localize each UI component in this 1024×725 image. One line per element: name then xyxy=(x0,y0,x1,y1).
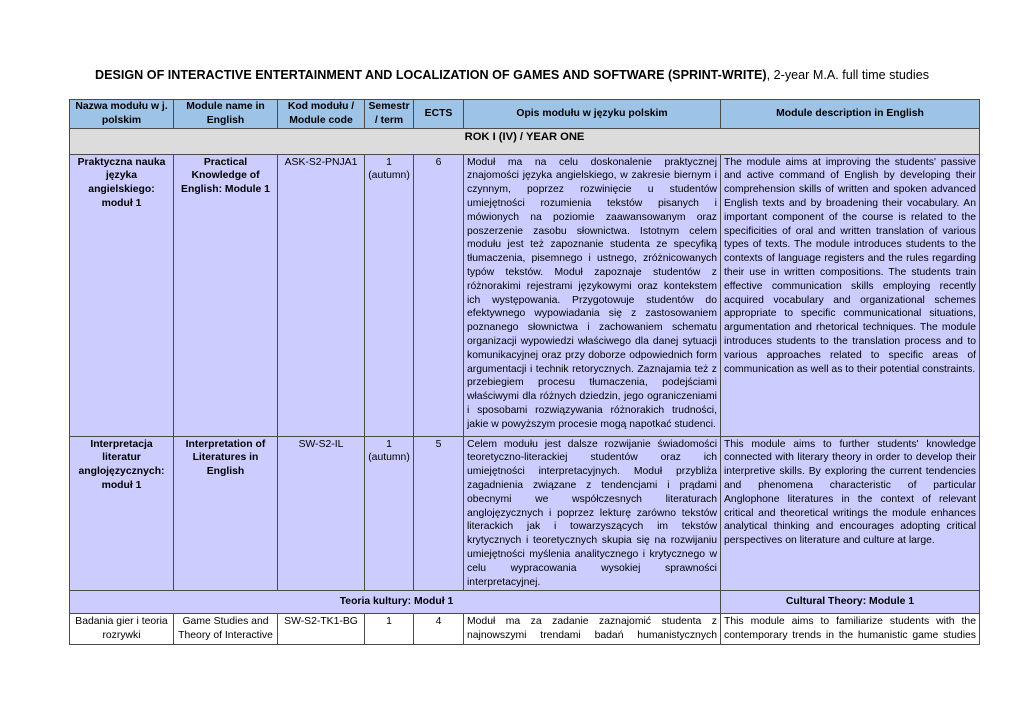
desc-en-line: contemporary trends in the humanistic game studies xyxy=(724,630,976,642)
module-desc-pl: Moduł ma na celu doskonalenie praktycznej znajomości języka angielskiego, w zakresie biernym i czynnym, poprzez rozwinięcie u studentów umiejętności rozumienia tekstów pisanych i mówionych na poziomie zaawansowanym oraz poszerzenie zasobu słownictwa. Istotnym celem modułu jest też zapoznanie studenta ze specyfiką tłumaczenia, pisemnego i ustnego, zróżnicowanych typów tekstów. Moduł zapoznaje studentów z różnorakimi rejestrami językowymi oraz kontekstem ich występowania. Przygotowuje studentów do efektywnego wypowiadania się z zastosowaniem poznanego słownictwa i zachowaniem schematu organizacji wypowiedzi właściwego dla danej sytuacji komunikacyjnej oraz przy doborze odpowiednich form argumentacji i technik retorycznych. Zaznajamia też z przebiegiem procesu tłumaczenia, podejściami właściwymi dla różnych dziedzin, jego ograniczeniami i sposobami rozwiązywania różnorakich trudności, jakie w powyższym procesie mogą napotkać studenci. xyxy=(464,154,721,436)
module-row xyxy=(70,436,980,591)
module-desc-pl xyxy=(464,614,721,645)
header-ects: ECTS xyxy=(414,100,464,129)
semester-note: (autumn) xyxy=(368,170,410,182)
header-code: Kod modułu / Module code xyxy=(278,100,365,129)
module-ects: 6 xyxy=(414,154,464,436)
module-desc-en xyxy=(721,614,980,645)
desc-en-line: This module aims to familiarize students with the xyxy=(724,616,976,628)
year-label: ROK I (IV) / YEAR ONE xyxy=(70,128,980,154)
module-desc-pl: Celem modułu jest dalsze rozwijanie świadomości teoretyczno-literackiej studentów oraz ich umiejętności interpretacyjnych. Moduł przybliża zagadnienia związane z tendencjami i prądami obecnymi we współczesnych literaturach anglojęzycznych i poprzez lekturę zarówno tekstów literackich jak i towarzyszących im tekstów krytycznych i teoretycznych skupia się na rozwijaniu umiejętności myślenia analitycznego i krytycznego w celu wypracowania wysokiej sprawności interpretacyjnej. xyxy=(464,436,721,591)
module-name-en: Practical Knowledge of English: Module 1 xyxy=(174,154,278,436)
module-ects: 4 xyxy=(414,614,464,645)
module-table xyxy=(69,99,980,645)
semester-note: (autumn) xyxy=(368,452,410,464)
section-pl-text: Teoria kultury: Moduł 1 xyxy=(339,596,454,608)
module-name-pl: Praktyczna nauka języka angielskiego: moduł 1 xyxy=(70,154,174,436)
module-name-en: Game Studies and Theory of Interactive xyxy=(174,614,278,645)
module-ects: 5 xyxy=(414,436,464,591)
module-desc-en: This module aims to further students' knowledge connected with literary theory in order to develop their interpretive skills. By exploring the current tendencies and phenomena characteristic of particular Anglophone literatures in the context of relevant critical and theoretical writings the module enhances analytical thinking and encourages adopting critical perspectives on literature and culture at large. xyxy=(721,436,980,591)
desc-pl-line: Moduł ma za zadanie zaznajomić studenta z xyxy=(467,616,717,628)
semester-number: 1 xyxy=(386,156,392,168)
module-name-en: Interpretation of Literatures in English xyxy=(174,436,278,591)
module-row xyxy=(70,614,980,645)
header-name-en: Module name in English xyxy=(174,100,278,129)
header-desc-pl: Opis modułu w języku polskim xyxy=(464,100,721,129)
module-code: SW-S2-IL xyxy=(278,436,365,591)
desc-pl-line: najnowszymi trendami badań humanistycznych xyxy=(467,630,717,642)
section-row xyxy=(70,591,980,614)
module-semester xyxy=(365,154,414,436)
module-name-pl: Interpretacja literatur anglojęzycznych: moduł 1 xyxy=(70,436,174,591)
module-semester xyxy=(365,436,414,591)
year-row xyxy=(70,128,980,154)
title-suffix: , 2-year M.A. full time studies xyxy=(766,68,930,82)
section-label-pl xyxy=(70,591,721,614)
module-desc-en: The module aims at improving the students' passive and active command of English by developing their comprehension skills of written and spoken advanced English texts and by broadening their vocabulary. An important component of the course is related to the specificities of oral and written translation of various types of texts. The module introduces students to the contexts of language registers and the rules regarding their use in written compositions. The students train effective communication skills employing recently acquired vocabulary and organizational schemes appropriate to specific communicational situations, argumentation and rhetorical techniques. The module introduces students to the translation process and to various approaches related to specific areas of communication as well as to their potential constraints. xyxy=(721,154,980,436)
section-label-en: Cultural Theory: Module 1 xyxy=(721,591,980,614)
title-main: DESIGN OF INTERACTIVE ENTERTAINMENT AND LOCALIZATION OF GAMES AND SOFTWARE (SPRINT-WRITE) xyxy=(94,68,767,82)
header-desc-en: Module description in English xyxy=(721,100,980,129)
header-name-pl: Nazwa modułu w j. polskim xyxy=(70,100,174,129)
module-code: ASK-S2-PNJA1 xyxy=(278,154,365,436)
header-row xyxy=(70,100,980,129)
module-semester: 1 xyxy=(365,614,414,645)
module-name-pl: Badania gier i teoria rozrywki xyxy=(70,614,174,645)
document-title xyxy=(0,68,1024,82)
header-semester: Semestr / term xyxy=(365,100,414,129)
semester-number: 1 xyxy=(386,438,392,450)
module-row xyxy=(70,154,980,436)
module-code: SW-S2-TK1-BG xyxy=(278,614,365,645)
